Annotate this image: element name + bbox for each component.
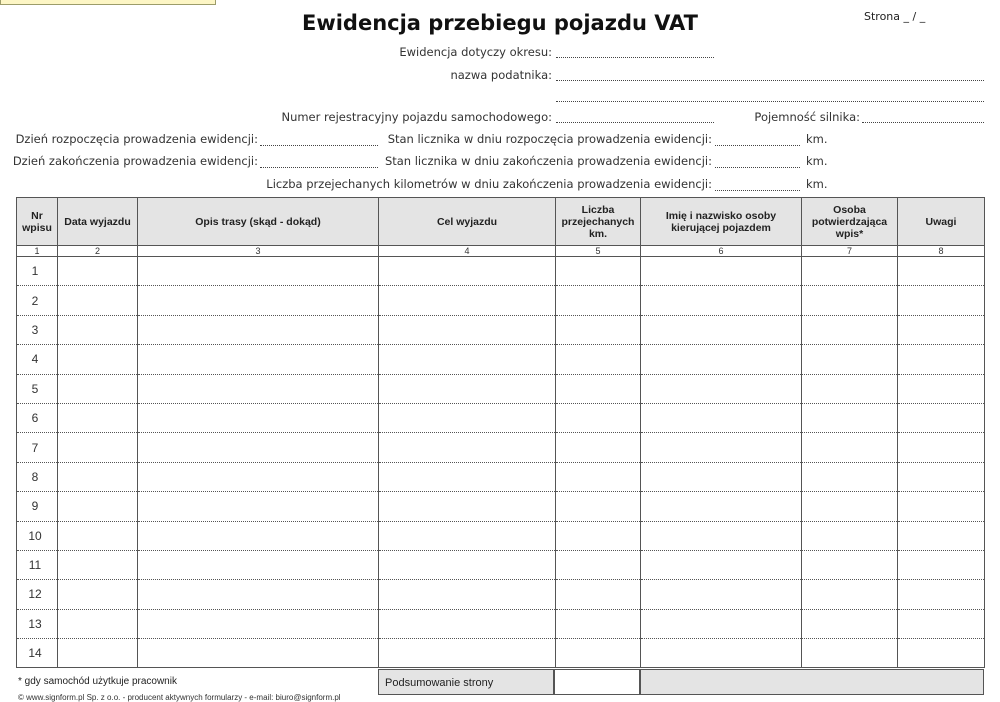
registration-field[interactable] bbox=[556, 122, 714, 123]
entry-cell[interactable] bbox=[138, 257, 379, 286]
registration-label: Numer rejestracyjny pojazdu samochodowego: bbox=[281, 110, 552, 124]
entry-cell[interactable] bbox=[641, 257, 802, 286]
entry-cell[interactable] bbox=[641, 433, 802, 462]
entry-cell[interactable] bbox=[138, 403, 379, 432]
entry-number: 11 bbox=[17, 550, 58, 579]
end-odometer-label: Stan licznika w dniu zakończenia prowadzenia ewidencji: bbox=[384, 154, 712, 168]
entry-cell[interactable] bbox=[556, 315, 641, 344]
entry-cell[interactable] bbox=[641, 286, 802, 315]
entry-cell[interactable] bbox=[898, 639, 985, 668]
entry-cell[interactable] bbox=[802, 639, 898, 668]
entry-cell[interactable] bbox=[379, 580, 556, 609]
column-number: 1 bbox=[17, 246, 58, 257]
column-number: 6 bbox=[641, 246, 802, 257]
entry-cell[interactable] bbox=[379, 433, 556, 462]
entry-cell[interactable] bbox=[898, 403, 985, 432]
entry-cell[interactable] bbox=[58, 462, 138, 491]
entry-number: 13 bbox=[17, 609, 58, 638]
entry-cell[interactable] bbox=[898, 374, 985, 403]
footnote: * gdy samochód użytkuje pracownik bbox=[18, 676, 177, 687]
entry-cell[interactable] bbox=[641, 492, 802, 521]
entry-cell[interactable] bbox=[641, 639, 802, 668]
table-row bbox=[17, 257, 985, 286]
table-row bbox=[17, 580, 985, 609]
entry-number: 6 bbox=[17, 403, 58, 432]
entry-cell[interactable] bbox=[379, 521, 556, 550]
entry-cell[interactable] bbox=[58, 580, 138, 609]
entry-cell[interactable] bbox=[58, 492, 138, 521]
end-odometer-unit: km. bbox=[806, 154, 828, 168]
total-km-field[interactable] bbox=[715, 190, 800, 191]
entry-cell[interactable] bbox=[138, 433, 379, 462]
header-remarks: Uwagi bbox=[898, 198, 985, 246]
entry-number: 2 bbox=[17, 286, 58, 315]
entry-number: 14 bbox=[17, 639, 58, 668]
entry-number: 7 bbox=[17, 433, 58, 462]
entry-cell[interactable] bbox=[58, 374, 138, 403]
entry-cell[interactable] bbox=[58, 315, 138, 344]
period-label: Ewidencja dotyczy okresu: bbox=[399, 45, 552, 59]
entry-cell[interactable] bbox=[58, 521, 138, 550]
engine-capacity-label: Pojemność silnika: bbox=[754, 110, 860, 124]
entry-cell[interactable] bbox=[898, 257, 985, 286]
entry-cell[interactable] bbox=[802, 345, 898, 374]
entry-cell[interactable] bbox=[641, 550, 802, 579]
entry-cell[interactable] bbox=[556, 257, 641, 286]
entry-cell[interactable] bbox=[138, 345, 379, 374]
entry-cell[interactable] bbox=[556, 374, 641, 403]
column-number: 4 bbox=[379, 246, 556, 257]
entry-number: 5 bbox=[17, 374, 58, 403]
end-day-label: Dzień zakończenia prowadzenia ewidencji: bbox=[12, 154, 258, 168]
header-entry-no: Nr wpisu bbox=[17, 198, 58, 246]
total-km-label: Liczba przejechanych kilometrów w dniu zakończenia prowadzenia ewidencji: bbox=[266, 177, 712, 191]
table-row bbox=[17, 639, 985, 668]
entry-number: 8 bbox=[17, 462, 58, 491]
column-number: 8 bbox=[898, 246, 985, 257]
column-number: 7 bbox=[802, 246, 898, 257]
table-row bbox=[17, 315, 985, 344]
entry-cell[interactable] bbox=[379, 492, 556, 521]
table-row bbox=[17, 492, 985, 521]
entry-cell[interactable] bbox=[802, 403, 898, 432]
entry-cell[interactable] bbox=[802, 550, 898, 579]
entry-cell[interactable] bbox=[898, 315, 985, 344]
entry-number: 10 bbox=[17, 521, 58, 550]
entry-cell[interactable] bbox=[641, 521, 802, 550]
entry-cell[interactable] bbox=[556, 639, 641, 668]
entry-cell[interactable] bbox=[138, 639, 379, 668]
entry-cell[interactable] bbox=[898, 286, 985, 315]
column-number: 2 bbox=[58, 246, 138, 257]
entry-cell[interactable] bbox=[641, 580, 802, 609]
page-summary-row bbox=[378, 669, 984, 695]
entry-cell[interactable] bbox=[379, 286, 556, 315]
entry-cell[interactable] bbox=[641, 315, 802, 344]
entry-number: 12 bbox=[17, 580, 58, 609]
entry-cell[interactable] bbox=[556, 433, 641, 462]
entry-cell[interactable] bbox=[556, 345, 641, 374]
entry-cell[interactable] bbox=[58, 345, 138, 374]
start-odometer-label: Stan licznika w dniu rozpoczęcia prowadzenia ewidencji: bbox=[387, 132, 712, 146]
table-row bbox=[17, 462, 985, 491]
end-odometer-field[interactable] bbox=[715, 167, 800, 168]
entry-cell[interactable] bbox=[379, 315, 556, 344]
entry-cell[interactable] bbox=[898, 462, 985, 491]
entry-cell[interactable] bbox=[58, 550, 138, 579]
column-number: 5 bbox=[556, 246, 641, 257]
entry-cell[interactable] bbox=[58, 639, 138, 668]
taxpayer-field-line2[interactable] bbox=[556, 101, 984, 102]
entry-cell[interactable] bbox=[802, 315, 898, 344]
start-odometer-unit: km. bbox=[806, 132, 828, 146]
taxpayer-field[interactable] bbox=[556, 80, 984, 81]
entry-cell[interactable] bbox=[898, 521, 985, 550]
mileage-log-table bbox=[16, 197, 985, 668]
entry-cell[interactable] bbox=[138, 521, 379, 550]
entry-cell[interactable] bbox=[379, 403, 556, 432]
header-row bbox=[17, 198, 985, 246]
entry-cell[interactable] bbox=[58, 257, 138, 286]
header-trip-purpose: Cel wyjazdu bbox=[379, 198, 556, 246]
table-row bbox=[17, 286, 985, 315]
sheet-tab-decoration bbox=[0, 0, 216, 5]
entry-cell[interactable] bbox=[802, 257, 898, 286]
entry-cell[interactable] bbox=[58, 286, 138, 315]
entry-cell[interactable] bbox=[802, 462, 898, 491]
header-confirming-person: Osoba potwierdzająca wpis* bbox=[802, 198, 898, 246]
entry-cell[interactable] bbox=[802, 286, 898, 315]
entry-cell[interactable] bbox=[641, 462, 802, 491]
table-row bbox=[17, 433, 985, 462]
entry-number: 9 bbox=[17, 492, 58, 521]
entry-cell[interactable] bbox=[556, 492, 641, 521]
page-summary-km-field[interactable] bbox=[554, 669, 640, 695]
entry-cell[interactable] bbox=[556, 580, 641, 609]
entry-cell[interactable] bbox=[898, 550, 985, 579]
entry-cell[interactable] bbox=[641, 374, 802, 403]
entry-cell[interactable] bbox=[556, 403, 641, 432]
entry-number: 3 bbox=[17, 315, 58, 344]
entry-cell[interactable] bbox=[138, 580, 379, 609]
entry-cell[interactable] bbox=[379, 639, 556, 668]
entry-cell[interactable] bbox=[138, 374, 379, 403]
entry-cell[interactable] bbox=[802, 374, 898, 403]
entry-cell[interactable] bbox=[379, 345, 556, 374]
entry-cell[interactable] bbox=[556, 521, 641, 550]
entry-cell[interactable] bbox=[556, 609, 641, 638]
entry-cell[interactable] bbox=[898, 609, 985, 638]
entry-cell[interactable] bbox=[556, 462, 641, 491]
entry-cell[interactable] bbox=[641, 345, 802, 374]
entry-cell[interactable] bbox=[138, 492, 379, 521]
taxpayer-label: nazwa podatnika: bbox=[450, 68, 552, 82]
table-row bbox=[17, 521, 985, 550]
log-body bbox=[17, 257, 985, 668]
entry-number: 1 bbox=[17, 257, 58, 286]
entry-cell[interactable] bbox=[138, 550, 379, 579]
entry-cell[interactable] bbox=[58, 609, 138, 638]
total-km-unit: km. bbox=[806, 177, 828, 191]
table-row bbox=[17, 374, 985, 403]
entry-cell[interactable] bbox=[641, 609, 802, 638]
entry-cell[interactable] bbox=[898, 433, 985, 462]
header-km-driven: Liczba przejechanych km. bbox=[556, 198, 641, 246]
copyright-notice: © www.signform.pl Sp. z o.o. - producent aktywnych formularzy - e-mail: biuro@signform.pl bbox=[18, 693, 341, 702]
start-day-label: Dzień rozpoczęcia prowadzenia ewidencji: bbox=[15, 132, 258, 146]
entry-cell[interactable] bbox=[138, 286, 379, 315]
entry-cell[interactable] bbox=[898, 580, 985, 609]
entry-cell[interactable] bbox=[898, 345, 985, 374]
start-day-field[interactable] bbox=[260, 145, 378, 146]
entry-cell[interactable] bbox=[138, 609, 379, 638]
entry-cell[interactable] bbox=[379, 257, 556, 286]
entry-cell[interactable] bbox=[802, 521, 898, 550]
entry-cell[interactable] bbox=[379, 609, 556, 638]
entry-cell[interactable] bbox=[556, 550, 641, 579]
entry-cell[interactable] bbox=[898, 492, 985, 521]
table-row bbox=[17, 403, 985, 432]
entry-cell[interactable] bbox=[379, 462, 556, 491]
table-row bbox=[17, 345, 985, 374]
engine-capacity-field[interactable] bbox=[862, 122, 984, 123]
entry-cell[interactable] bbox=[58, 433, 138, 462]
entry-cell[interactable] bbox=[802, 580, 898, 609]
entry-cell[interactable] bbox=[58, 403, 138, 432]
form-title: Ewidencja przebiegu pojazdu VAT bbox=[301, 11, 699, 35]
header-driver-name: Imię i nazwisko osoby kierującej pojazdem bbox=[641, 198, 802, 246]
page-summary-shaded-cells bbox=[640, 669, 984, 695]
entry-cell[interactable] bbox=[138, 315, 379, 344]
entry-cell[interactable] bbox=[379, 374, 556, 403]
header-route-description: Opis trasy (skąd - dokąd) bbox=[138, 198, 379, 246]
table-row bbox=[17, 550, 985, 579]
end-day-field[interactable] bbox=[260, 167, 378, 168]
entry-number: 4 bbox=[17, 345, 58, 374]
column-number-row bbox=[17, 246, 985, 257]
entry-cell[interactable] bbox=[802, 609, 898, 638]
entry-cell[interactable] bbox=[802, 492, 898, 521]
entry-cell[interactable] bbox=[641, 403, 802, 432]
period-field[interactable] bbox=[556, 57, 714, 58]
header-departure-date: Data wyjazdu bbox=[58, 198, 138, 246]
entry-cell[interactable] bbox=[138, 462, 379, 491]
entry-cell[interactable] bbox=[556, 286, 641, 315]
column-number: 3 bbox=[138, 246, 379, 257]
start-odometer-field[interactable] bbox=[715, 145, 800, 146]
page-indicator: Strona _ / _ bbox=[864, 10, 926, 23]
entry-cell[interactable] bbox=[379, 550, 556, 579]
page-summary-label: Podsumowanie strony bbox=[378, 669, 554, 695]
table-row bbox=[17, 609, 985, 638]
entry-cell[interactable] bbox=[802, 433, 898, 462]
